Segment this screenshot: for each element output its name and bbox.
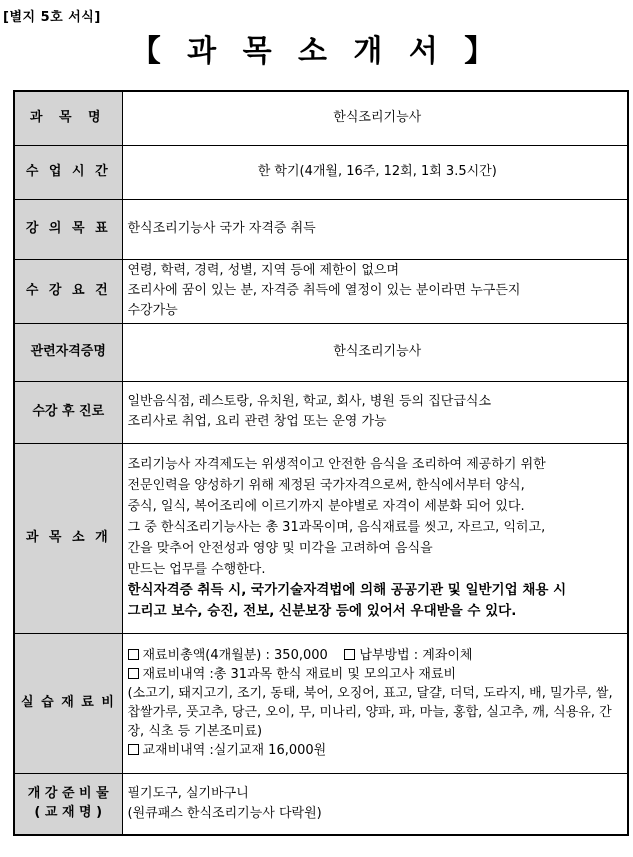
- value-objective: 한식조리기능사 국가 자격증 취득: [122, 199, 628, 259]
- form-number: [별지 5호 서식]: [3, 10, 101, 25]
- label-supplies: [14, 773, 122, 835]
- materials-payment: 납부방법 : 계좌이체: [359, 648, 473, 663]
- checkbox-icon: [128, 649, 139, 660]
- row-introduction: [14, 443, 628, 633]
- label-requirements: 수 강 요 건: [14, 259, 122, 323]
- materials-detail: 재료비내역 :총 31과목 한식 재료비 및 모의고사 재료비: [142, 667, 457, 682]
- materials-total: 재료비총액(4개월분) : 350,000: [142, 648, 328, 663]
- materials-textbook-line: [128, 741, 628, 760]
- requirements-line: 조리사에 꿈이 있는 분, 자격증 취득에 열정이 있는 분이라면 누구든지: [127, 283, 521, 298]
- requirements-line: 연령, 학력, 경력, 성별, 지역 등에 제한이 없으며: [127, 263, 399, 278]
- value-career: [122, 381, 628, 443]
- value-supplies: [122, 773, 628, 835]
- checkbox-icon: [128, 668, 139, 679]
- label-supplies-line1: 개 강 준 비 물: [27, 785, 109, 801]
- intro-line: 그 중 한식조리기능사는 총 31과목이며, 음식재료를 씻고, 자르고, 익히고,: [127, 520, 546, 535]
- career-line: 일반음식점, 레스토랑, 유치원, 학교, 회사, 병원 등의 집단급식소: [127, 394, 492, 409]
- checkbox-icon: [344, 649, 355, 660]
- materials-total-line: [128, 646, 628, 665]
- materials-textbook: 교재비내역 :실기교재 16,000원: [142, 743, 327, 758]
- intro-bold-line: 한식자격증 취득 시, 국가기술자격법에 의해 공공기관 및 일반기업 채용 시: [127, 582, 567, 598]
- row-certificate: [14, 323, 628, 381]
- requirements-line: 수강가능: [127, 303, 178, 318]
- label-certificate: 관련자격증명: [14, 323, 122, 381]
- label-objective: 강 의 목 표: [14, 199, 122, 259]
- value-course-name: 한식조리기능사: [122, 91, 628, 145]
- supplies-line: 필기도구, 실기바구니: [127, 785, 249, 801]
- label-materials: 실 습 재 료 비: [14, 633, 122, 773]
- row-career: [14, 381, 628, 443]
- document-title: 【 과 목 소 개 서 】: [130, 34, 503, 69]
- value-materials: [122, 633, 628, 773]
- supplies-line: (원큐패스 한식조리기능사 다락원): [127, 805, 322, 821]
- row-objective: [14, 199, 628, 259]
- label-introduction: 과 목 소 개: [14, 443, 122, 633]
- materials-ingredients: (소고기, 돼지고기, 조기, 동태, 북어, 오징어, 표고, 달걀, 더덕, 도라지, 배, 밀가루, 쌀, 찹쌀가루, 풋고추, 당근, 오이, 무, 미나리, 양파, 파, 마늘, 홍합, 실고추, 깨, 식용유, 간장, 식초 등 기본조미료): [127, 686, 613, 739]
- value-requirements: [122, 259, 628, 323]
- intro-bold-line: 그리고 보수, 승진, 전보, 신분보장 등에 있어서 우대받을 수 있다.: [127, 603, 517, 619]
- label-course-name: 과 목 명: [14, 91, 122, 145]
- row-class-hours: [14, 145, 628, 199]
- intro-line: 전문인력을 양성하기 위해 제정된 국가자격으로써, 한식에서부터 양식,: [127, 478, 525, 493]
- row-requirements: [14, 259, 628, 323]
- row-supplies: [14, 773, 628, 835]
- label-supplies-line2: ( 교 재 명 ): [34, 804, 103, 820]
- intro-line: 만드는 업무를 수행한다.: [127, 562, 266, 577]
- intro-line: 간을 맞추어 안전성과 영양 및 미각을 고려하여 음식을: [127, 541, 433, 556]
- career-line: 조리사로 취업, 요리 관련 창업 또는 운영 가능: [127, 414, 387, 429]
- intro-line: 중식, 일식, 복어조리에 이르기까지 분야별로 자격이 세분화 되어 있다.: [127, 499, 525, 514]
- row-course-name: [14, 91, 628, 145]
- label-career: 수강 후 진로: [14, 381, 122, 443]
- materials-detail-line: [128, 665, 628, 684]
- value-class-hours: 한 학기(4개월, 16주, 12회, 1회 3.5시간): [122, 145, 628, 199]
- value-certificate: 한식조리기능사: [122, 323, 628, 381]
- checkbox-icon: [128, 744, 139, 755]
- label-class-hours: 수 업 시 간: [14, 145, 122, 199]
- row-materials: [14, 633, 628, 773]
- value-introduction: [122, 443, 628, 633]
- intro-line: 조리기능사 자격제도는 위생적이고 안전한 음식을 조리하여 제공하기 위한: [127, 457, 546, 472]
- course-table: [13, 90, 629, 836]
